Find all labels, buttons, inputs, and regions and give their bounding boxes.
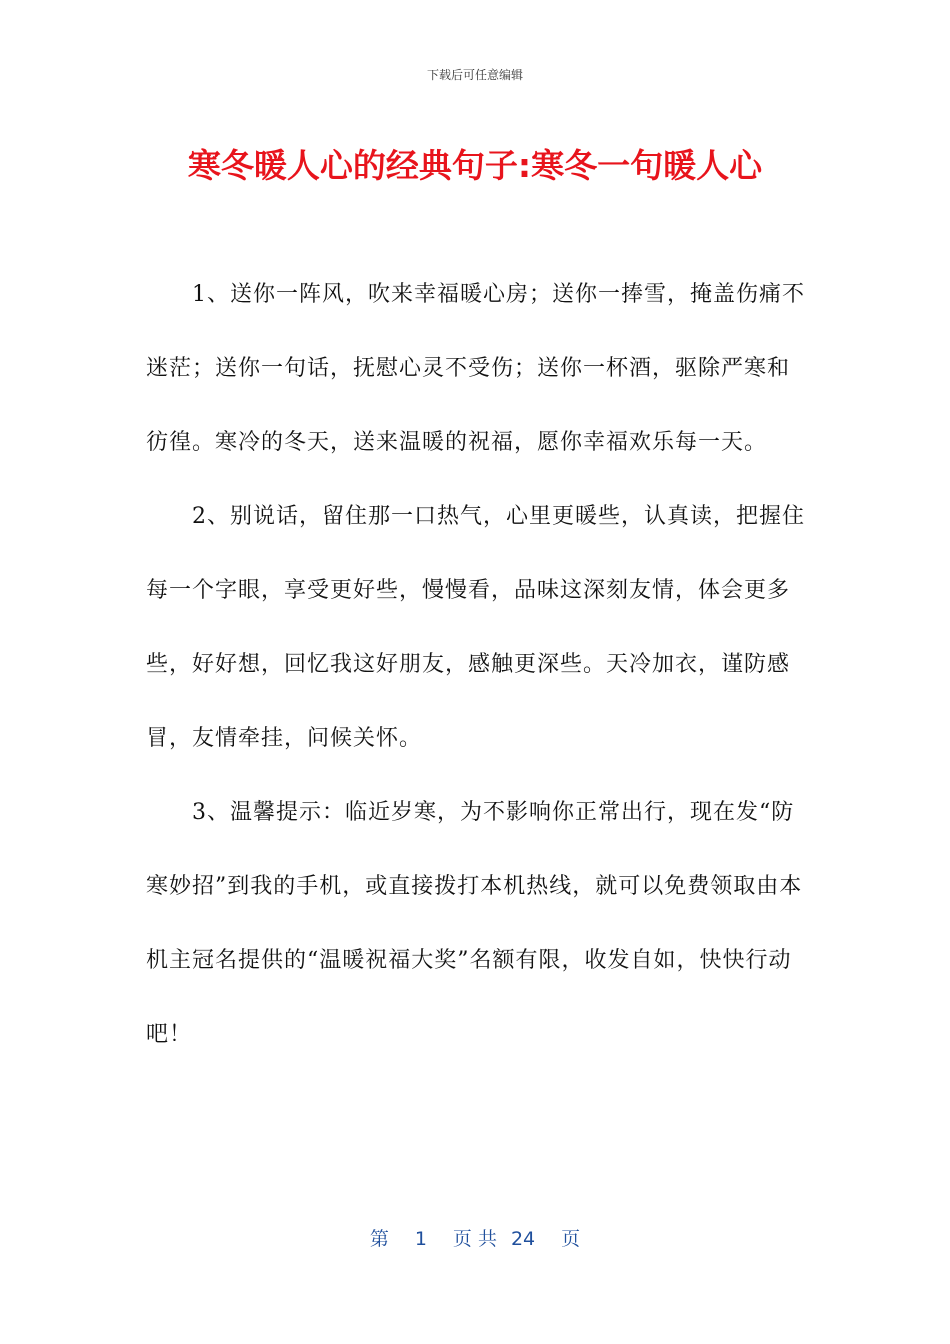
footer-prefix: 第	[369, 1228, 389, 1250]
paragraph-2: 2、别说话，留住那一口热气，心里更暖些，认真读，把握住每一个字眼，享受更好些，慢慢看，品味这深刻友情，体会更多些，好好想，回忆我这好朋友，感触更深些。天冷加衣，谨防感冒，友情牵挂，问候关怀。	[146, 504, 805, 751]
page-footer	[0, 1224, 950, 1251]
header-note: 下载后可任意编辑	[426, 68, 523, 82]
total-pages-number: 24	[510, 1228, 536, 1250]
document-body	[146, 258, 806, 1072]
paragraph-1: 1、送你一阵风，吹来幸福暖心房；送你一捧雪，掩盖伤痛不迷茫；送你一句话，抚慰心灵不受伤；送你一杯酒，驱除严寒和彷徨。寒冷的冬天，送来温暖的祝福，愿你幸福欢乐每一天。	[146, 282, 805, 455]
footer-middle: 页 共	[452, 1228, 497, 1250]
footer-suffix: 页	[561, 1228, 581, 1250]
paragraph-3: 3、温馨提示：临近岁寒，为不影响你正常出行，现在发“防寒妙招”到我的手机，或直接拨打本机热线，就可以免费领取由本机主冠名提供的“温暖祝福大奖”名额有限，收发自如，快快行动吧！	[146, 800, 803, 1047]
document-title: 寒冬暖人心的经典句子:寒冬一句暖人心	[187, 146, 763, 185]
current-page-number: 1	[414, 1228, 427, 1250]
